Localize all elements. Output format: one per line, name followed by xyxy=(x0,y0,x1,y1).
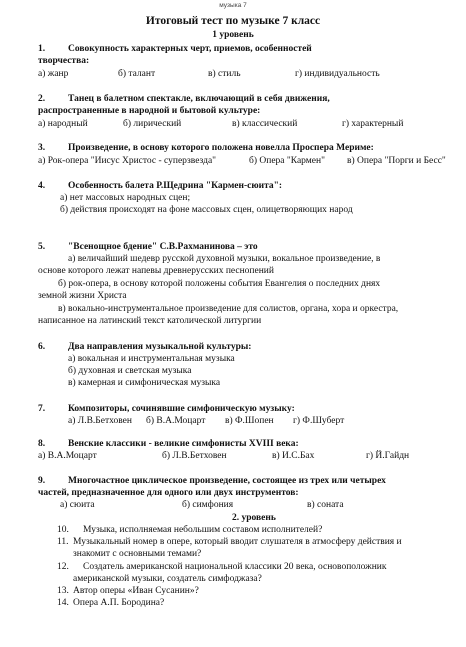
question-3-text: Произведение, в основу которого положена новелла Проспера Мериме: xyxy=(68,143,374,153)
q8-option-b: б) Л.В.Бетховен xyxy=(162,451,227,461)
q2-option-c: в) классический xyxy=(232,119,298,129)
question-6-number: 6. xyxy=(38,342,46,352)
level-2-heading: 2. уровень xyxy=(232,513,276,523)
question-13-number: 13. xyxy=(57,586,69,596)
question-1-text: Совокупность характерных черт, приемов, особенностей xyxy=(68,44,312,54)
q8-option-a: а) В.А.Моцарт xyxy=(38,451,97,461)
q4-option-b: б) действия происходят на фоне массовых сцен, олицетворяющих народ xyxy=(60,205,353,215)
q7-option-d: г) Ф.Шуберт xyxy=(293,416,345,426)
question-8-number: 8. xyxy=(38,439,46,449)
q5-option-a-line1: а) величайший шедевр русской духовной музыки, вокальное произведение, в xyxy=(68,254,381,264)
q1-option-a: а) жанр xyxy=(38,69,69,79)
question-9-text: Многочастное циклическое произведение, состоящее из трех или четырех xyxy=(68,476,386,486)
question-4-number: 4. xyxy=(38,181,46,191)
q2-option-b: б) лирический xyxy=(123,119,182,129)
q6-option-c: в) камерная и симфоническая музыка xyxy=(68,378,221,388)
question-5-text: "Всенощное бдение" С.В.Рахманинова – это xyxy=(68,242,258,252)
question-3-number: 3. xyxy=(38,143,46,153)
question-2-text: Танец в балетном спектакле, включающий в себя движения, xyxy=(68,94,330,104)
question-4-text: Особенность балета Р.Щедрина "Кармен-сюита": xyxy=(68,181,283,191)
q7-option-c: в) Ф.Шопен xyxy=(225,416,274,426)
q7-option-b: б) В.А.Моцарт xyxy=(146,416,206,426)
q5-option-b-line1: б) рок-опера, в основу которой положены события Евангелия о последних днях xyxy=(58,279,381,289)
question-9-number: 9. xyxy=(38,476,46,486)
question-1-number: 1. xyxy=(38,44,46,54)
q1-option-c: в) стиль xyxy=(208,69,241,79)
question-7-text: Композиторы, сочинявшие симфоническую музыку: xyxy=(68,404,295,414)
q6-option-b: б) духовная и светская музыка xyxy=(68,366,192,376)
question-14-text: Опера А.П. Бородина? xyxy=(73,598,165,608)
page-title: Итоговый тест по музыке 7 класс xyxy=(145,15,321,27)
q2-option-d: г) характерный xyxy=(342,119,404,129)
question-12-number: 12. xyxy=(57,562,69,572)
question-6-text: Два направления музыкальной культуры: xyxy=(68,342,252,352)
q8-option-c: в) И.С.Бах xyxy=(272,451,315,461)
question-2-number: 2. xyxy=(38,94,46,104)
q3-option-a: а) Рок-опера "Иисус Христос - суперзвезда" xyxy=(38,156,217,166)
q5-option-c-line2: написанное на латинский текст католической литургии xyxy=(38,316,262,326)
question-14-number: 14. xyxy=(57,598,69,608)
q8-option-d: г) Й.Гайдн xyxy=(366,451,410,461)
question-11-text-cont: знакомит с основными темами? xyxy=(73,549,202,559)
q7-option-a: а) Л.В.Бетховен xyxy=(68,416,132,426)
question-2-text-cont: распространенные в народной и бытовой культуре: xyxy=(38,106,261,116)
level-1-heading: 1 уровень xyxy=(212,30,254,40)
question-9-text-cont: частей, предназначенное для одного или двух инструментов: xyxy=(38,488,299,498)
q2-option-a: а) народный xyxy=(38,119,88,129)
q3-option-b: б) Опера "Кармен" xyxy=(249,156,325,166)
question-8-text: Венские классики - великие симфонисты XVIII века: xyxy=(68,439,299,449)
question-1-text-cont: творчества: xyxy=(38,56,90,66)
q5-option-b-line2: земной жизни Христа xyxy=(38,291,127,301)
q9-option-b: б) симфония xyxy=(182,500,234,510)
q9-option-c: в) соната xyxy=(307,500,344,510)
q6-option-a: а) вокальная и инструментальная музыка xyxy=(68,354,235,364)
question-12-text: Создатель американской национальной классики 20 века, основоположник xyxy=(83,562,387,572)
q3-option-c: в) Опера "Порги и Бесс" xyxy=(347,156,446,166)
page-header: музыка 7 xyxy=(219,2,247,9)
question-11-text: Музыкальный номер в опере, который вводит слушателя в атмосферу действия и xyxy=(73,537,402,547)
question-10-number: 10. xyxy=(57,525,69,535)
question-5-number: 5. xyxy=(38,242,46,252)
question-7-number: 7. xyxy=(38,404,46,414)
question-11-number: 11. xyxy=(57,537,69,547)
q5-option-a-line2: основе которого лежат напевы древнерусских песнопений xyxy=(38,266,274,276)
question-13-text: Автор оперы «Иван Сусанин»? xyxy=(73,586,199,596)
q5-option-c-line1: в) вокально-инструментальное произведение для солистов, органа, хора и оркестра, xyxy=(58,304,399,314)
q1-option-d: г) индивидуальность xyxy=(295,69,380,79)
question-10-text: Музыка, исполняемая небольшим составом исполнителей? xyxy=(83,525,323,535)
q1-option-b: б) талант xyxy=(118,69,156,79)
question-12-text-cont: американской музыки, создатель симфоджаза? xyxy=(73,574,262,584)
q9-option-a: а) сюита xyxy=(60,500,95,510)
q4-option-a: а) нет массовых народных сцен; xyxy=(60,193,191,203)
